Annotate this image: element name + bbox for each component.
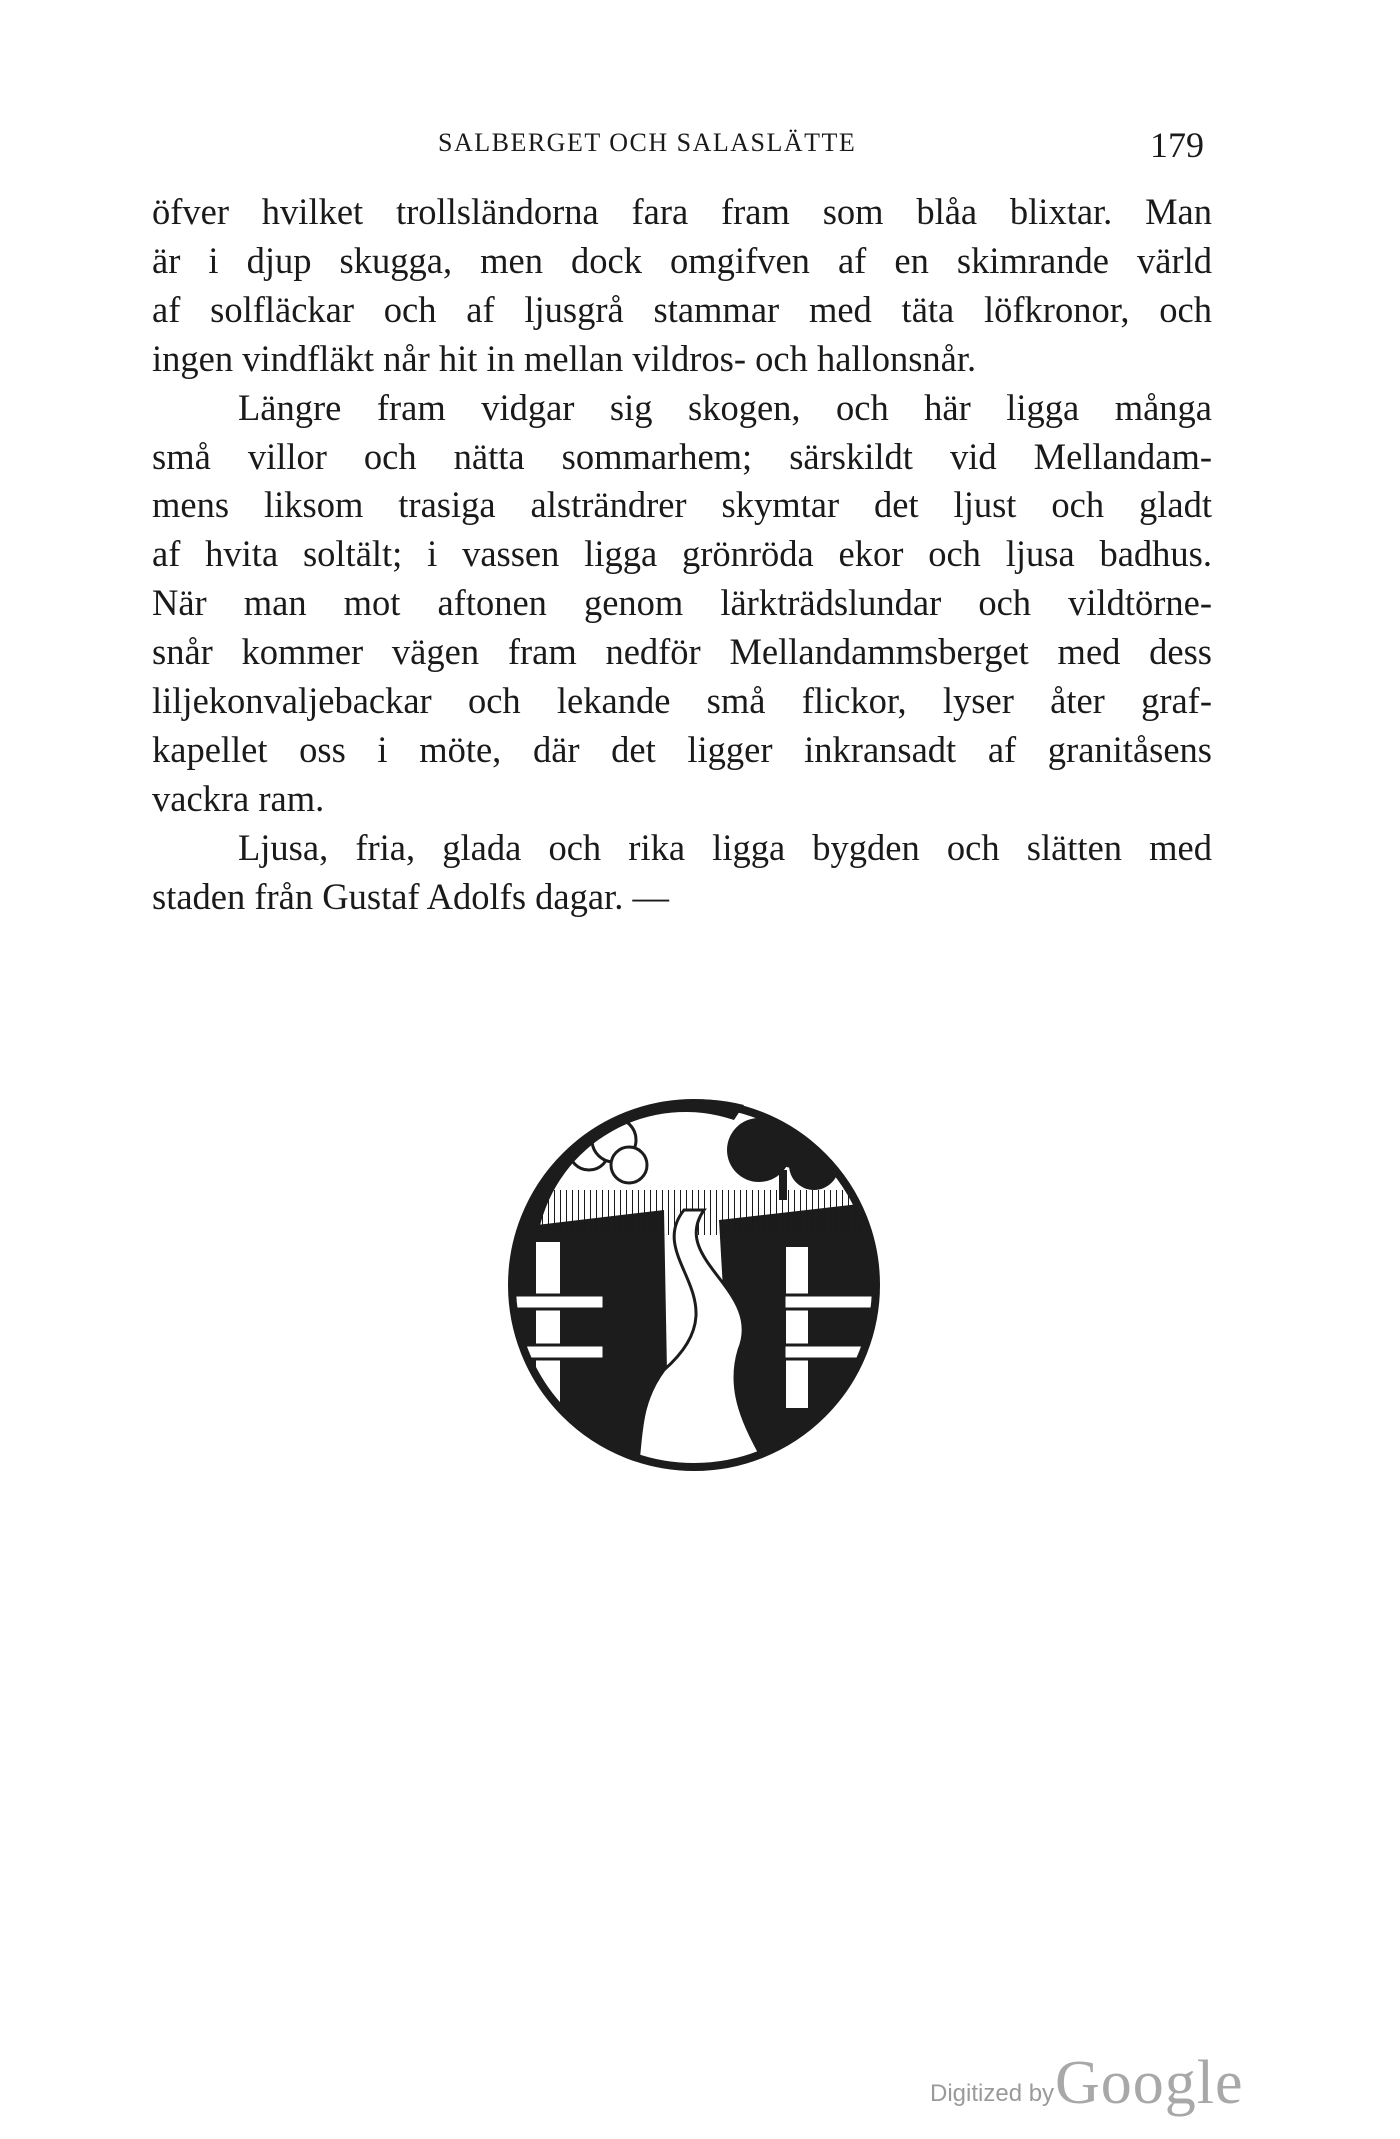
landscape-vignette (494, 1080, 894, 1480)
text-line: staden från Gustaf Adolfs dagar. — (152, 875, 669, 917)
text-line: Ljusa, fria, glada och rika ligga bygden och slätten med (238, 826, 1212, 868)
text-line: af hvita soltält; i vassen ligga grönröda ekor och ljusa badhus. (152, 533, 1212, 575)
text-line: När man mot aftonen genom lärkträdslundar och vildtörne- (152, 582, 1212, 624)
running-title: SALBERGET OCH SALASLÄTTE (438, 128, 857, 157)
body-text (152, 188, 1212, 922)
text-line: öfver hvilket trollsländorna fara fram som blåa blixtar. Man (152, 191, 1212, 232)
text-line: är i djup skugga, men dock omgifven af en skimrande värld (152, 239, 1212, 281)
text-line: ingen vindfläkt når hit in mellan vildros- och hallonsnår. (152, 337, 977, 379)
text-line: liljekonvaljebackar och lekande små flickor, lyser åter graf- (152, 680, 1212, 722)
digitized-label: Digitized by (930, 2080, 1055, 2107)
page-number: 179 (1150, 125, 1204, 165)
text-line: af solfläckar och af ljusgrå stammar med täta löfkronor, och (152, 288, 1212, 330)
text-line: kapellet oss i möte, där det ligger inkransadt af granitåsens (152, 728, 1212, 770)
google-logo: Google (1055, 2049, 1244, 2117)
text-line: vackra ram. (152, 777, 325, 819)
text-line: snår kommer vägen fram nedför Mellandammsberget med dess (152, 631, 1212, 673)
text-line: små villor och nätta sommarhem; särskildt vid Mellandam- (152, 435, 1212, 477)
text-line: Längre fram vidgar sig skogen, och här ligga många (238, 386, 1212, 428)
text-line: mens liksom trasiga alsträndrer skymtar det ljust och gladt (152, 484, 1212, 526)
